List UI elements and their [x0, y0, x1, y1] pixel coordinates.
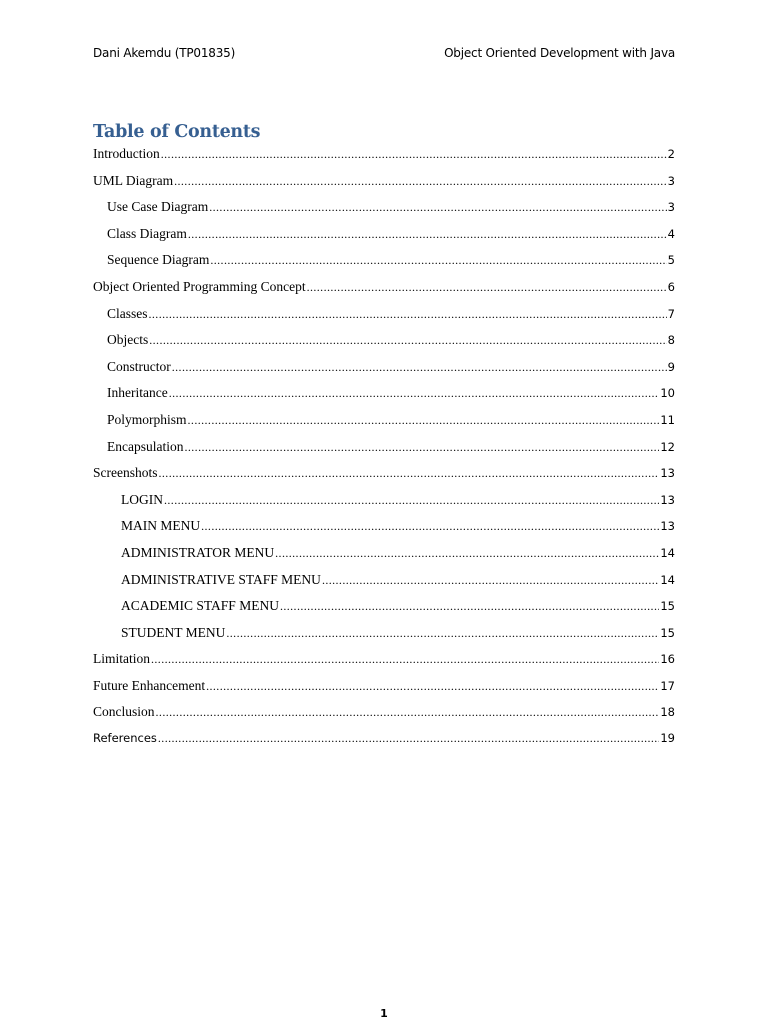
- toc-entry-uml-diagram[interactable]: [93, 173, 675, 200]
- toc-entry-page: 4: [667, 226, 675, 241]
- toc-entry-label: Introduction: [93, 146, 160, 161]
- toc-entry-page: 6: [667, 279, 675, 294]
- toc-entry-label: Polymorphism: [107, 411, 187, 427]
- toc-entry-page: 9: [667, 359, 675, 374]
- toc-entry-page: 18: [660, 705, 675, 720]
- toc-entry-label: Sequence Diagram: [107, 252, 210, 268]
- toc-dot-leader: [201, 519, 659, 534]
- toc-entry-conclusion[interactable]: [93, 704, 675, 731]
- toc-entry-label: Future Enhancement: [93, 677, 206, 693]
- table-of-contents: [93, 146, 675, 758]
- toc-dot-leader: [226, 626, 659, 641]
- toc-entry-page: 3: [667, 173, 675, 188]
- toc-entry-references[interactable]: [93, 731, 675, 758]
- toc-title: Table of Contents: [93, 122, 261, 142]
- toc-entry-main-menu[interactable]: [93, 518, 675, 545]
- toc-entry-introduction[interactable]: [93, 146, 675, 173]
- header-author: Dani Akemdu (TP01835): [93, 46, 236, 60]
- toc-entry-inheritance[interactable]: [93, 385, 675, 412]
- toc-entry-page: 10: [660, 386, 675, 401]
- toc-dot-leader: [210, 253, 666, 268]
- toc-dot-leader: [156, 705, 660, 720]
- toc-dot-leader: [209, 200, 666, 215]
- toc-entry-label: ACADEMIC STAFF MENU: [121, 598, 279, 614]
- toc-dot-leader: [151, 652, 659, 667]
- toc-dot-leader: [158, 731, 659, 746]
- toc-dot-leader: [174, 174, 667, 189]
- toc-entry-label: STUDENT MENU: [121, 624, 226, 640]
- toc-dot-leader: [169, 386, 660, 401]
- toc-dot-leader: [307, 280, 667, 295]
- toc-dot-leader: [172, 360, 667, 375]
- toc-entry-academic-staff-menu[interactable]: [93, 598, 675, 625]
- toc-entry-label: Objects: [107, 332, 149, 348]
- toc-entry-label: References: [93, 731, 157, 746]
- toc-entry-page: 16: [660, 652, 675, 667]
- toc-entry-page: 17: [660, 678, 675, 693]
- toc-entry-limitation[interactable]: [93, 651, 675, 678]
- page-header: [93, 46, 675, 64]
- toc-entry-encapsulation[interactable]: [93, 439, 675, 466]
- toc-entry-screenshots[interactable]: [93, 465, 675, 492]
- toc-dot-leader: [188, 227, 667, 242]
- toc-entry-label: Conclusion: [93, 704, 155, 720]
- toc-dot-leader: [275, 546, 659, 561]
- toc-entry-label: Class Diagram: [107, 225, 187, 241]
- toc-dot-leader: [280, 599, 659, 614]
- toc-entry-page: 7: [667, 306, 675, 321]
- toc-entry-sequence-diagram[interactable]: [93, 252, 675, 279]
- toc-entry-page: 14: [660, 572, 675, 587]
- toc-entry-constructor[interactable]: [93, 359, 675, 386]
- toc-entry-administrative-staff-menu[interactable]: [93, 572, 675, 599]
- page-number: 1: [380, 1007, 388, 1020]
- toc-entry-page: 15: [660, 625, 675, 640]
- toc-entry-use-case-diagram[interactable]: [93, 199, 675, 226]
- toc-entry-objects[interactable]: [93, 332, 675, 359]
- toc-entry-page: 11: [660, 412, 675, 427]
- toc-entry-label: UML Diagram: [93, 172, 174, 188]
- toc-entry-label: Screenshots: [93, 465, 158, 481]
- toc-entry-page: 3: [667, 200, 675, 215]
- header-course-title: Object Oriented Development with Java: [444, 46, 675, 60]
- toc-dot-leader: [322, 573, 659, 588]
- toc-dot-leader: [188, 413, 660, 428]
- toc-dot-leader: [159, 466, 660, 481]
- toc-entry-label: ADMINISTRATIVE STAFF MENU: [121, 571, 321, 587]
- toc-entry-page: 13: [660, 492, 675, 507]
- toc-entry-label: MAIN MENU: [121, 518, 201, 534]
- toc-entry-class-diagram[interactable]: [93, 226, 675, 253]
- toc-entry-administrator-menu[interactable]: [93, 545, 675, 572]
- toc-entry-label: Encapsulation: [107, 438, 184, 454]
- toc-entry-page: 5: [667, 253, 675, 268]
- toc-dot-leader: [164, 493, 659, 508]
- toc-entry-page: 13: [660, 519, 675, 534]
- toc-entry-page: 19: [660, 731, 675, 746]
- toc-entry-page: 13: [660, 466, 675, 481]
- toc-dot-leader: [161, 147, 667, 162]
- toc-entry-label: ADMINISTRATOR MENU: [121, 544, 275, 560]
- toc-dot-leader: [206, 679, 659, 694]
- toc-entry-page: 2: [667, 147, 675, 161]
- toc-entry-oop-concept[interactable]: [93, 279, 675, 306]
- toc-entry-label: Use Case Diagram: [107, 199, 209, 215]
- toc-entry-polymorphism[interactable]: [93, 412, 675, 439]
- toc-entry-future-enhancement[interactable]: [93, 678, 675, 705]
- toc-entry-label: LOGIN: [121, 491, 163, 507]
- toc-entry-label: Classes: [107, 305, 148, 321]
- toc-entry-page: 12: [660, 439, 675, 454]
- toc-entry-label: Inheritance: [107, 385, 168, 401]
- toc-entry-page: 14: [660, 545, 675, 560]
- toc-entry-label: Limitation: [93, 651, 150, 667]
- toc-entry-page: 8: [667, 333, 675, 348]
- toc-entry-label: Object Oriented Programming Concept: [93, 278, 306, 294]
- toc-dot-leader: [149, 307, 667, 322]
- toc-entry-student-menu[interactable]: [93, 625, 675, 652]
- toc-dot-leader: [149, 333, 666, 348]
- toc-dot-leader: [184, 440, 659, 455]
- toc-entry-page: 15: [660, 599, 675, 614]
- toc-entry-login[interactable]: [93, 492, 675, 519]
- toc-entry-label: Constructor: [107, 358, 171, 374]
- toc-entry-classes[interactable]: [93, 306, 675, 333]
